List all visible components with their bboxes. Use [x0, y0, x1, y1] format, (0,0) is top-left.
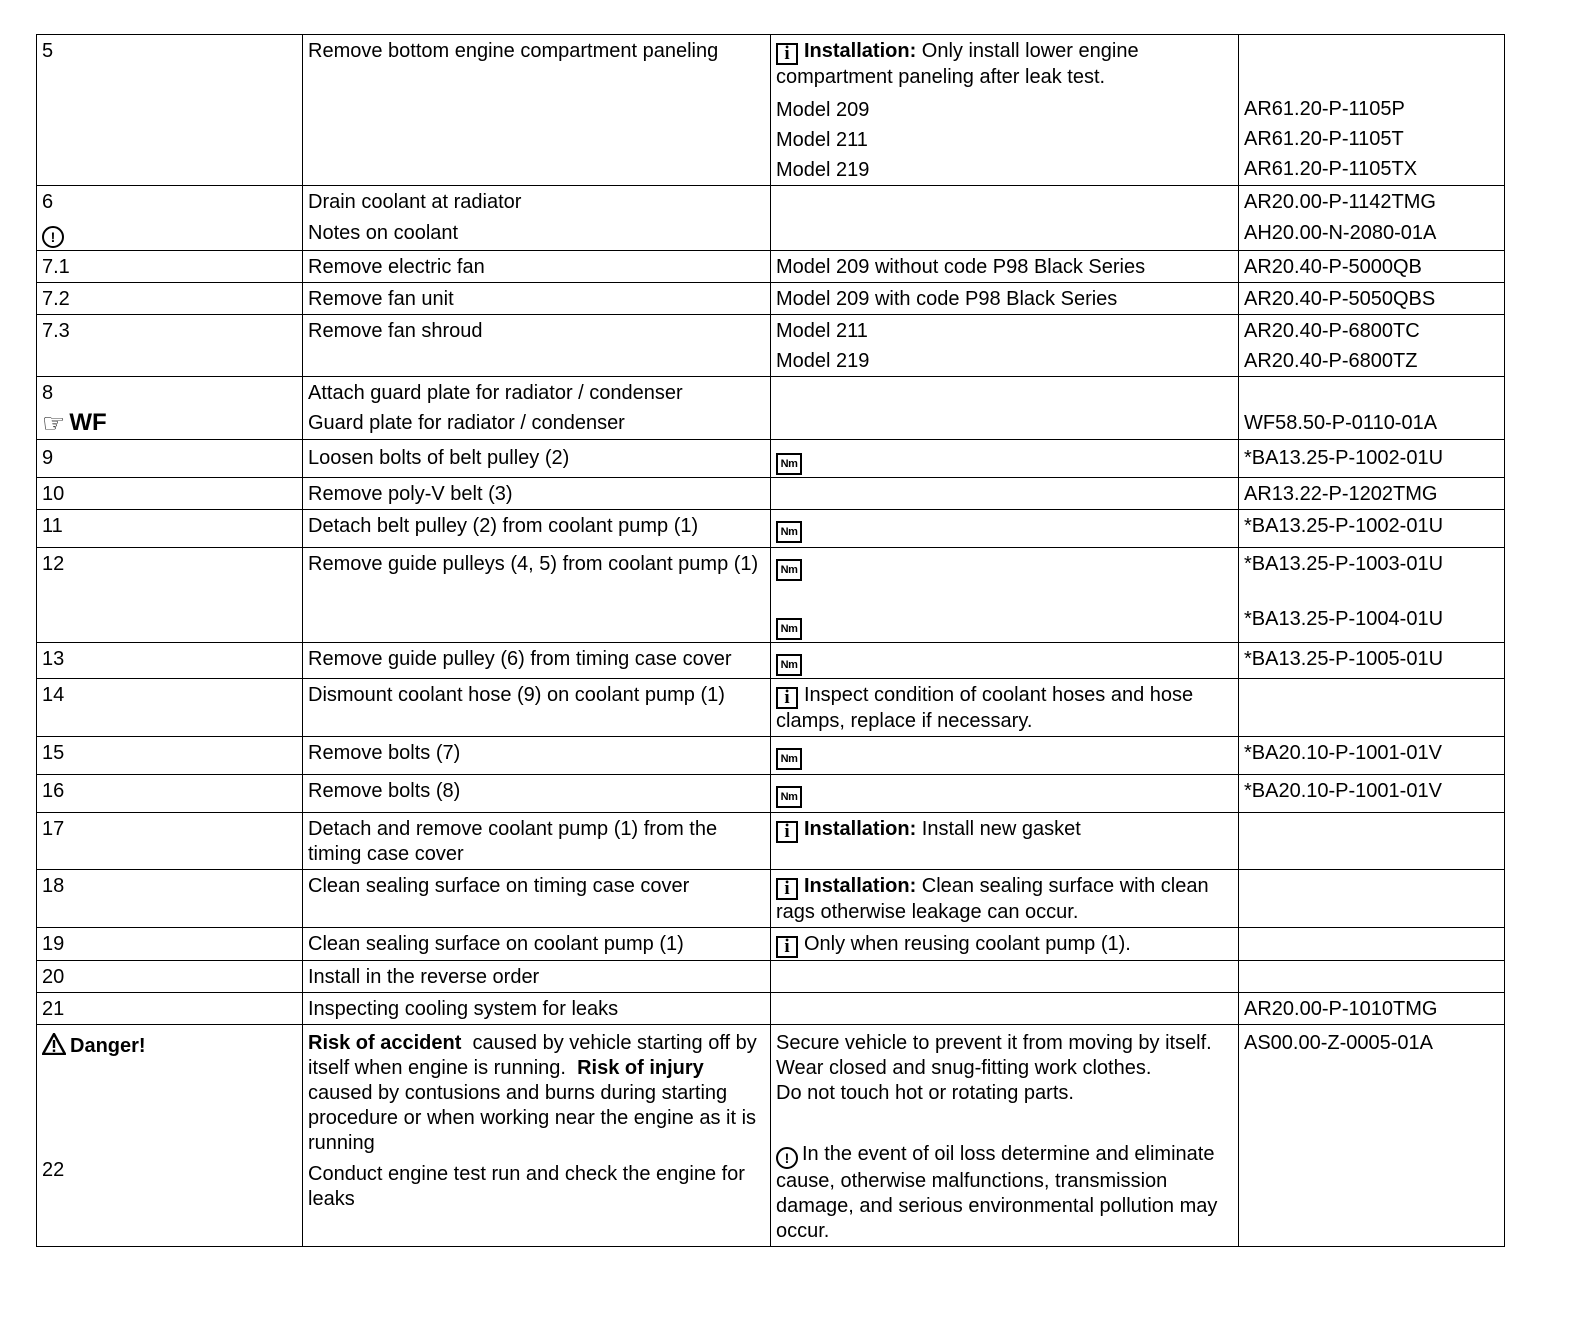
step-number: 18	[37, 870, 303, 928]
step-notes	[771, 478, 1239, 510]
step-task: Detach and remove coolant pump (1) from the timing case cover	[303, 813, 771, 870]
step-task: Remove guide pulleys (4, 5) from coolant pump (1)	[303, 548, 771, 643]
step-notes	[771, 510, 1239, 548]
table-row	[37, 870, 1505, 928]
ref-link[interactable]: *BA20.10-P-1001-01V	[1239, 737, 1505, 775]
step-number: 9	[37, 440, 303, 478]
step-task: Remove bottom engine compartment paneling	[303, 35, 771, 186]
step-notes: Secure vehicle to prevent it from moving by itself. Wear closed and snug-fitting work clothes. Do not touch hot or rotating parts. ! In the event of oil loss determine and eliminate cause, otherwise malfunctions, transmission damage, and serious environmental pollution may occur.	[771, 1025, 1239, 1247]
table-row	[37, 813, 1505, 870]
torque-icon: Nm	[776, 559, 802, 581]
torque-icon: Nm	[776, 618, 802, 640]
table-row	[37, 440, 1505, 478]
ref-link[interactable]: AH20.00-N-2080-01A	[1244, 222, 1437, 244]
step-notes	[771, 643, 1239, 679]
step-number: 12	[37, 548, 303, 643]
warning-triangle-icon	[42, 1033, 66, 1055]
step-task-text: Conduct engine test run and check the engine for leaks	[308, 1163, 745, 1210]
risk-injury-label: Risk of injury	[577, 1057, 704, 1079]
ref-link[interactable]: AR20.40-P-6800TC	[1244, 320, 1420, 342]
step-refs	[1239, 679, 1505, 737]
table-row	[37, 251, 1505, 283]
model-item: Model 209	[776, 99, 870, 121]
table-row	[37, 737, 1505, 775]
step-number: 19	[37, 928, 303, 961]
ref-link[interactable]: *BA20.10-P-1001-01V	[1239, 775, 1505, 813]
step-number: 7.2	[37, 283, 303, 315]
environment-note-icon: !	[776, 1147, 798, 1169]
table-row	[37, 775, 1505, 813]
info-icon: i	[776, 43, 798, 65]
ref-link[interactable]: AR61.20-P-1105P	[1244, 98, 1405, 120]
step-number: 15	[37, 737, 303, 775]
step-task: Risk of accident caused by vehicle starting off by itself when engine is running. Risk of injury caused by contusions and burns during starting procedure or when working near the engine as it is running Conduct engine test run and check the engine for leaks	[303, 1025, 771, 1247]
step-number: 5	[37, 35, 303, 186]
step-notes	[771, 961, 1239, 993]
step-task: Remove fan unit	[303, 283, 771, 315]
table-row	[37, 478, 1505, 510]
ref-link[interactable]: AR20.00-P-1010TMG	[1239, 993, 1505, 1025]
model-item: Model 211	[776, 320, 868, 342]
step-notes	[771, 993, 1239, 1025]
step-notes	[771, 35, 1239, 186]
table-row	[37, 315, 1505, 377]
step-notes	[771, 440, 1239, 478]
step-task: Remove fan shroud	[303, 315, 771, 377]
step-task: Drain coolant at radiator Notes on coolant	[303, 186, 771, 251]
ref-link[interactable]: AR20.00-P-1142TMG	[1244, 191, 1436, 213]
table-row	[37, 993, 1505, 1025]
step-number: 13	[37, 643, 303, 679]
installation-label: Installation:	[804, 875, 917, 897]
info-icon: i	[776, 687, 798, 709]
step-refs	[1239, 315, 1505, 377]
step-task: Remove poly-V belt (3)	[303, 478, 771, 510]
step-number: 16	[37, 775, 303, 813]
step-number: 21	[37, 993, 303, 1025]
step-notes: Model 209 with code P98 Black Series	[771, 283, 1239, 315]
step-refs	[1239, 35, 1505, 186]
step-refs	[1239, 813, 1505, 870]
step-refs	[1239, 548, 1505, 643]
info-icon: i	[776, 821, 798, 843]
table-row	[37, 1025, 1505, 1247]
ref-link[interactable]: AR13.22-P-1202TMG	[1239, 478, 1505, 510]
danger-label: Danger!	[70, 1035, 146, 1057]
step-notes: Model 209 without code P98 Black Series	[771, 251, 1239, 283]
ref-link[interactable]: AS00.00-Z-0005-01A	[1239, 1025, 1505, 1247]
info-icon: i	[776, 936, 798, 958]
step-notes	[771, 315, 1239, 377]
step-number: Danger! 22	[37, 1025, 303, 1247]
step-number: 14	[37, 679, 303, 737]
ref-link[interactable]: *BA13.25-P-1005-01U	[1239, 643, 1505, 679]
step-task: Remove bolts (7)	[303, 737, 771, 775]
note-text: Only install lower engine compartment paneling after leak test.	[776, 40, 1139, 88]
step-refs	[1239, 870, 1505, 928]
table-row	[37, 377, 1505, 440]
table-row	[37, 186, 1505, 251]
ref-link[interactable]: *BA13.25-P-1003-01U	[1244, 553, 1444, 575]
torque-icon: Nm	[776, 521, 802, 543]
step-number: 20	[37, 961, 303, 993]
step-refs	[1239, 186, 1505, 251]
step-refs	[1239, 377, 1505, 440]
installation-label: Installation:	[804, 818, 917, 840]
note-text: Only when reusing coolant pump (1).	[804, 933, 1131, 955]
step-number: 17	[37, 813, 303, 870]
step-number: 6 !	[37, 186, 303, 251]
ref-link[interactable]: AR61.20-P-1105T	[1244, 128, 1404, 150]
installation-label: Installation:	[804, 40, 917, 62]
step-task: Remove electric fan	[303, 251, 771, 283]
step-task: Attach guard plate for radiator / condenser Guard plate for radiator / condenser	[303, 377, 771, 440]
model-item: Model 211	[776, 129, 868, 151]
table-row	[37, 643, 1505, 679]
step-task: Loosen bolts of belt pulley (2)	[303, 440, 771, 478]
ref-link[interactable]: AR20.40-P-5000QB	[1239, 251, 1505, 283]
risk-accident-label: Risk of accident	[308, 1032, 462, 1054]
ref-link[interactable]: AR61.20-P-1105TX	[1244, 158, 1418, 180]
step-notes	[771, 928, 1239, 961]
ref-link[interactable]: *BA13.25-P-1002-01U	[1239, 440, 1505, 478]
step-number: 11	[37, 510, 303, 548]
table-row	[37, 928, 1505, 961]
model-item: Model 219	[776, 159, 870, 181]
step-refs	[1239, 961, 1505, 993]
step-task: Clean sealing surface on timing case cover	[303, 870, 771, 928]
table-row	[37, 679, 1505, 737]
model-item: Model 219	[776, 350, 870, 372]
step-notes	[771, 186, 1239, 251]
step-task: Clean sealing surface on coolant pump (1)	[303, 928, 771, 961]
step-task: Dismount coolant hose (9) on coolant pump (1)	[303, 679, 771, 737]
ref-link[interactable]: WF58.50-P-0110-01A	[1244, 412, 1438, 434]
step-number: 8 ☞ WF	[37, 377, 303, 440]
table-row	[37, 283, 1505, 315]
table-row	[37, 510, 1505, 548]
step-notes	[771, 870, 1239, 928]
environment-note-icon: !	[42, 226, 64, 248]
step-task: Remove bolts (8)	[303, 775, 771, 813]
procedure-table	[36, 34, 1505, 1247]
step-notes	[771, 548, 1239, 643]
step-number: 7.1	[37, 251, 303, 283]
ref-link[interactable]: AR20.40-P-5050QBS	[1239, 283, 1505, 315]
torque-icon: Nm	[776, 748, 802, 770]
step-notes	[771, 679, 1239, 737]
note-text: Clean sealing surface with clean rags otherwise leakage can occur.	[776, 875, 1209, 923]
step-task: Detach belt pulley (2) from coolant pump (1)	[303, 510, 771, 548]
pointing-hand-icon: ☞	[42, 408, 66, 438]
info-icon: i	[776, 878, 798, 900]
step-refs	[1239, 928, 1505, 961]
step-notes	[771, 775, 1239, 813]
note-text: Install new gasket	[921, 818, 1081, 840]
step-notes	[771, 377, 1239, 440]
step-task: Install in the reverse order	[303, 961, 771, 993]
table-row	[37, 548, 1505, 643]
step-number: 7.3	[37, 315, 303, 377]
ref-link[interactable]: AR20.40-P-6800TZ	[1244, 350, 1418, 372]
table-row	[37, 35, 1505, 186]
step-notes	[771, 813, 1239, 870]
step-number: 10	[37, 478, 303, 510]
step-notes	[771, 737, 1239, 775]
note-text: Inspect condition of coolant hoses and hose clamps, replace if necessary.	[776, 684, 1194, 732]
ref-link[interactable]: *BA13.25-P-1004-01U	[1244, 608, 1444, 630]
step-task: Remove guide pulley (6) from timing case cover	[303, 643, 771, 679]
step-task: Inspecting cooling system for leaks	[303, 993, 771, 1025]
table-row	[37, 961, 1505, 993]
torque-icon: Nm	[776, 654, 802, 676]
ref-link[interactable]: *BA13.25-P-1002-01U	[1239, 510, 1505, 548]
wf-label: WF	[69, 409, 107, 436]
torque-icon: Nm	[776, 453, 802, 475]
torque-icon: Nm	[776, 786, 802, 808]
